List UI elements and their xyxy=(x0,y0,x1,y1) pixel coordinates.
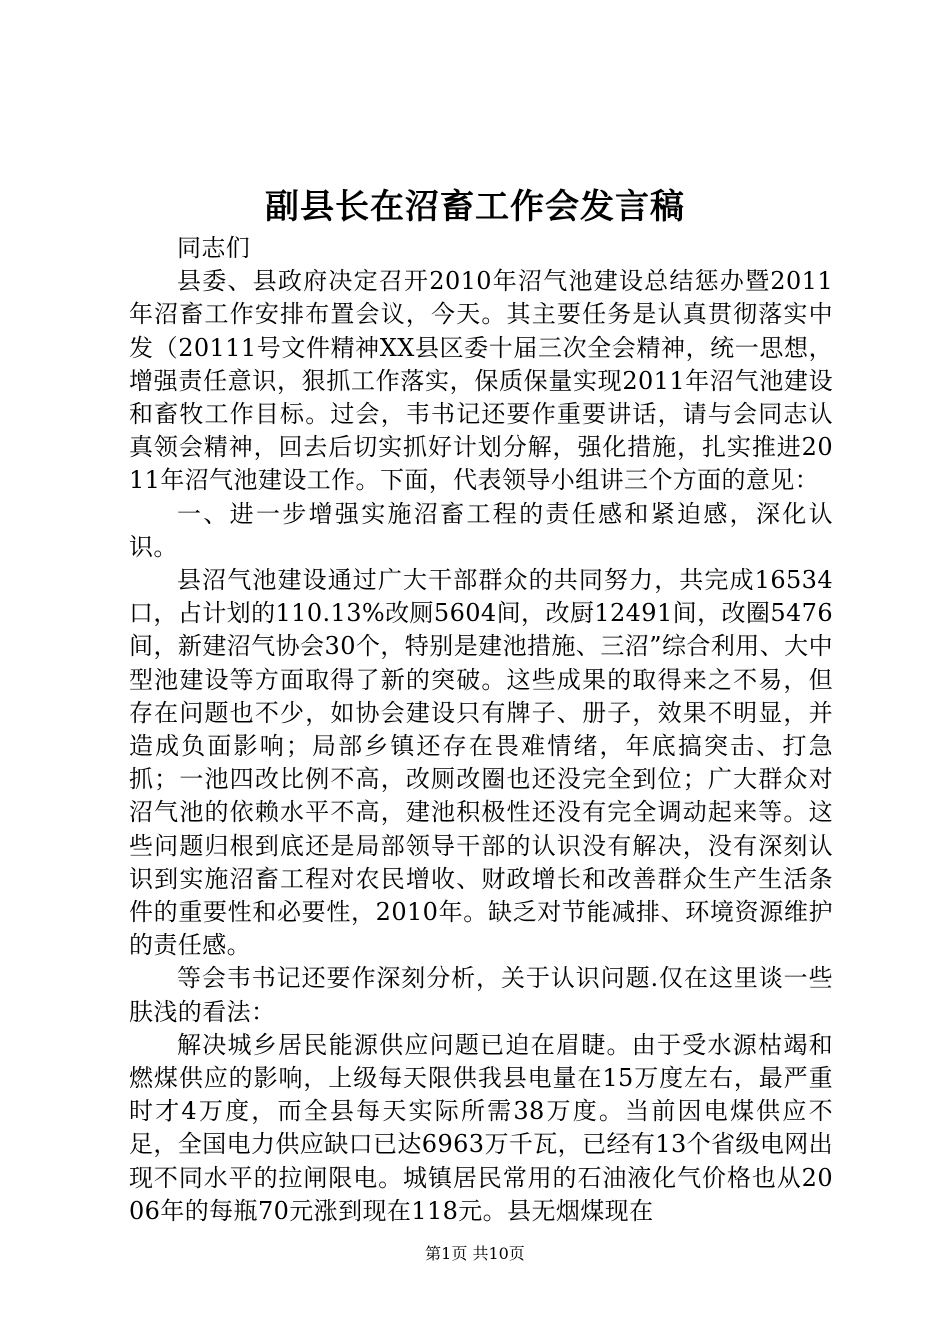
document-title: 副县长在沼畜工作会发言稿 xyxy=(265,187,685,227)
body-paragraph: 等会韦书记还要作深刻分析，关于认识问题.仅在这里谈一些肤浅的看法： xyxy=(129,964,833,1026)
salutation-paragraph: 同志们 xyxy=(177,234,251,262)
body-paragraph: 县委、县政府决定召开2010年沼气池建设总结惩办暨2011年沼畜工作安排布置会议，今天。其主要任务是认真贯彻落实中发（20111号文件精神XX县区委十届三次全会精神，统一思想，增强责任意识，狠抓工作落实，保质保量实现2011年沼气池建设和畜牧工作目标。过会，韦书记还要作重要讲话，请与会同志认真领会精神，回去后切实抓好计划分解，强化措施，扎实推进2011年沼气池建设工作。下面，代表领导小组讲三个方面的意见： xyxy=(129,267,833,495)
page-footer: 第1页 共10页 xyxy=(425,1244,525,1263)
section-heading: 一、进一步增强实施沼畜工程的责任感和紧迫感，深化认识。 xyxy=(129,499,833,561)
body-paragraph: 县沼气池建设通过广大干部群众的共同努力，共完成16534口，占计划的110.13%改厕5604间，改厨12491间，改圈5476间，新建沼气协会30个，特别是建池措施、三沼”综合利用、大中型池建设等方面取得了新的突破。这些成果的取得来之不易，但存在问题也不少，如协会建设只有牌子、册子，效果不明显，并造成负面影响；局部乡镇还存在畏难情绪，年底搞突击、打急抓；一池四改比例不高，改厕改圈也还没完全到位；广大群众对沼气池的依赖水平不高，建池积极性还没有完全调动起来等。这些问题归根到底还是局部领导干部的认识没有解决，没有深刻认识到实施沼畜工程对农民增收、财政增长和改善群众生产生活条件的重要性和必要性，2010年。缺乏对节能减排、环境资源维护的责任感。 xyxy=(129,566,833,960)
body-paragraph: 解决城乡居民能源供应问题已迫在眉睫。由于受水源枯竭和燃煤供应的影响，上级每天限供我县电量在15万度左右，最严重时才4万度，而全县每天实际所需38万度。当前因电煤供应不足，全国电力供应缺口已达6963万千瓦，已经有13个省级电网出现不同水平的拉闸限电。城镇居民常用的石油液化气价格也从2006年的每瓶70元涨到现在118元。县无烟煤现在 xyxy=(129,1030,834,1225)
document-body xyxy=(129,232,833,1228)
